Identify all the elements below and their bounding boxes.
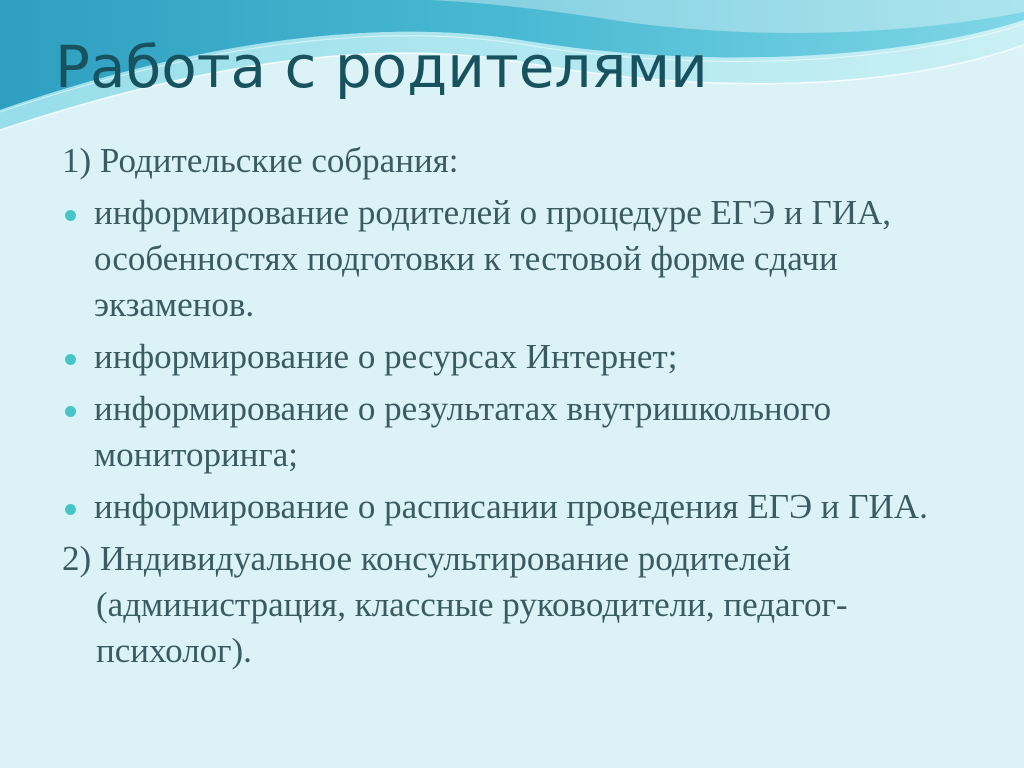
bullet-text: информирование о расписании проведения ЕГЭ и ГИА. xyxy=(94,487,928,526)
bullet-icon xyxy=(65,210,76,221)
item-individual-consulting: 2) Индивидуальное консультирование родителей (администрация, классные руководители, педагог-психолог). xyxy=(62,539,848,670)
slide-title: Работа с родителями xyxy=(55,33,708,101)
bullet-icon xyxy=(65,504,76,515)
bullet-text: информирование родителей о процедуре ЕГЭ и ГИА, особенностях подготовки к тестовой форме сдачи экзаменов. xyxy=(94,193,892,324)
bullet-item xyxy=(62,484,962,530)
bullet-item xyxy=(62,190,962,328)
bullet-text: информирование о ресурсах Интернет; xyxy=(94,337,678,376)
bullet-icon xyxy=(65,406,76,417)
slide-content xyxy=(62,138,962,680)
bullet-icon xyxy=(65,354,76,365)
bullet-item xyxy=(62,334,962,380)
item-parent-meetings: 1) Родительские собрания: xyxy=(62,141,459,180)
bullet-item xyxy=(62,386,962,478)
bullet-text: информирование о результатах внутришкольного мониторинга; xyxy=(94,389,832,474)
